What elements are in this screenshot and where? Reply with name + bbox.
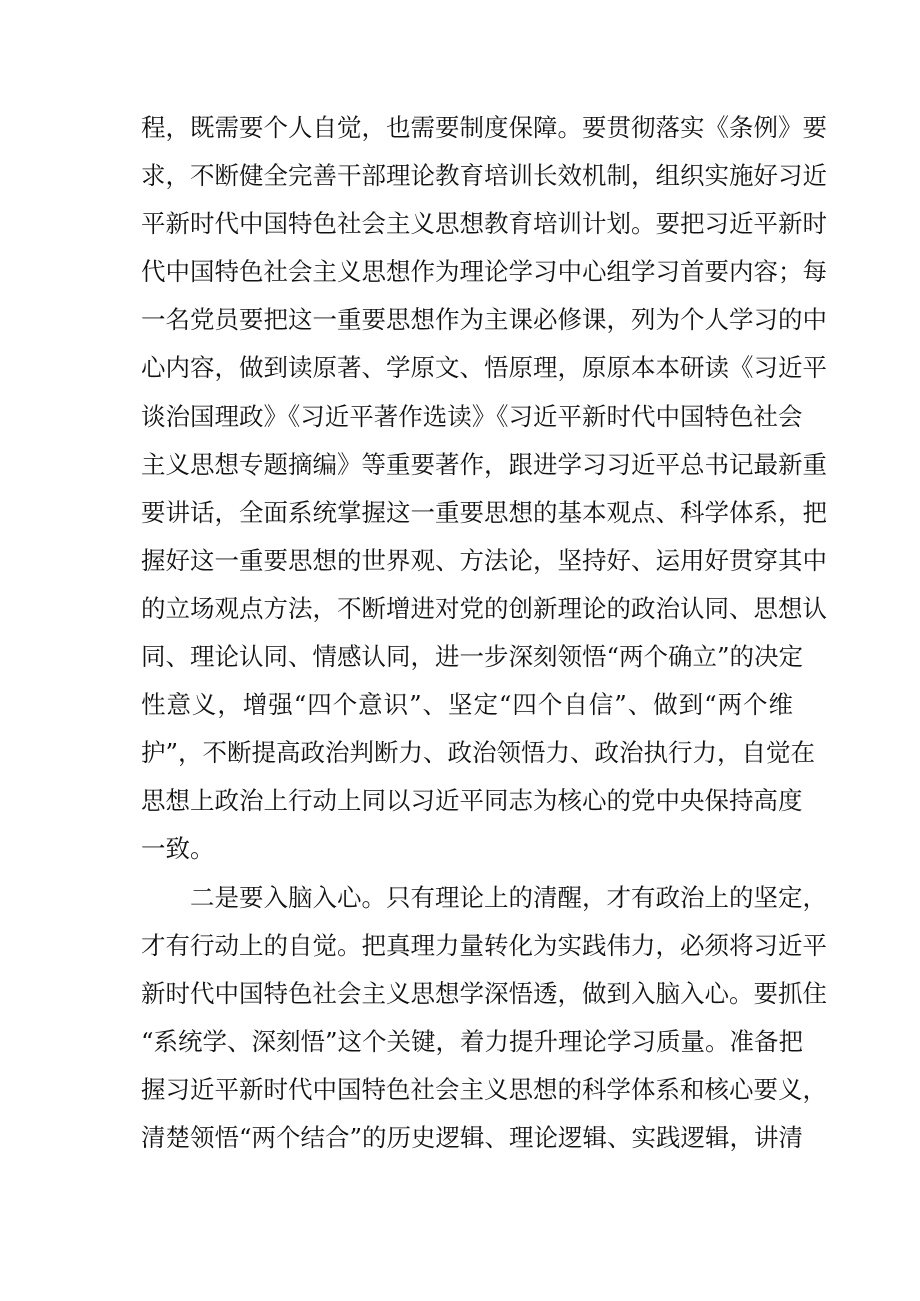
text-line: 新时代中国特色社会主义思想学深悟透，做到入脑入心。要抓住 bbox=[141, 978, 827, 1008]
text-line: 心内容，做到读原著、学原文、悟原理，原原本本研读《习近平 bbox=[141, 353, 827, 383]
text-line: 要讲话，全面系统掌握这一重要思想的基本观点、科学体系，把 bbox=[141, 497, 827, 527]
text-line: 思想上政治上行动上同以习近平同志为核心的党中央保持高度 bbox=[141, 786, 803, 816]
text-line: 谈治国理政》《习近平著作选读》《习近平新时代中国特色社会 bbox=[141, 401, 803, 431]
text-line: 护”，不断提高政治判断力、政治领悟力、政治执行力，自觉在 bbox=[141, 738, 816, 768]
text-line: 性意义，增强“四个意识”、坚定“四个自信”、做到“两个维 bbox=[141, 690, 793, 720]
text-line: 主义思想专题摘编》等重要著作，跟进学习习近平总书记最新重 bbox=[141, 449, 827, 479]
text-line: 求，不断健全完善干部理论教育培训长效机制，组织实施好习近 bbox=[141, 161, 827, 191]
text-line: 一致。 bbox=[141, 834, 215, 864]
text-line: 才有行动上的自觉。把真理力量转化为实践伟力，必须将习近平 bbox=[141, 930, 827, 960]
text-line: 握好这一重要思想的世界观、方法论，坚持好、运用好贯穿其中 bbox=[141, 545, 827, 575]
text-line: 清楚领悟“两个结合”的历史逻辑、理论逻辑、实践逻辑，讲清 bbox=[141, 1122, 804, 1152]
text-line: 代中国特色社会主义思想作为理论学习中心组学习首要内容；每 bbox=[141, 257, 827, 287]
text-line: 二是要入脑入心。只有理论上的清醒，才有政治上的坚定， bbox=[190, 882, 827, 912]
text-line: 的立场观点方法，不断增进对党的创新理论的政治认同、思想认 bbox=[141, 593, 827, 623]
document-body bbox=[141, 104, 827, 1162]
text-line: “系统学、深刻悟”这个关键，着力提升理论学习质量。准备把 bbox=[141, 1026, 804, 1056]
paragraph-2 bbox=[141, 874, 827, 1163]
text-line: 同、理论认同、情感认同，进一步深刻领悟“两个确立”的决定 bbox=[141, 642, 804, 672]
text-line: 平新时代中国特色社会主义思想教育培训计划。要把习近平新时 bbox=[141, 209, 827, 239]
text-line: 一名党员要把这一重要思想作为主课必修课，列为个人学习的中 bbox=[141, 305, 827, 335]
text-line: 握习近平新时代中国特色社会主义思想的科学体系和核心要义， bbox=[141, 1074, 827, 1104]
text-line: 程，既需要个人自觉，也需要制度保障。要贯彻落实《条例》要 bbox=[141, 113, 827, 142]
paragraph-1 bbox=[141, 104, 827, 874]
